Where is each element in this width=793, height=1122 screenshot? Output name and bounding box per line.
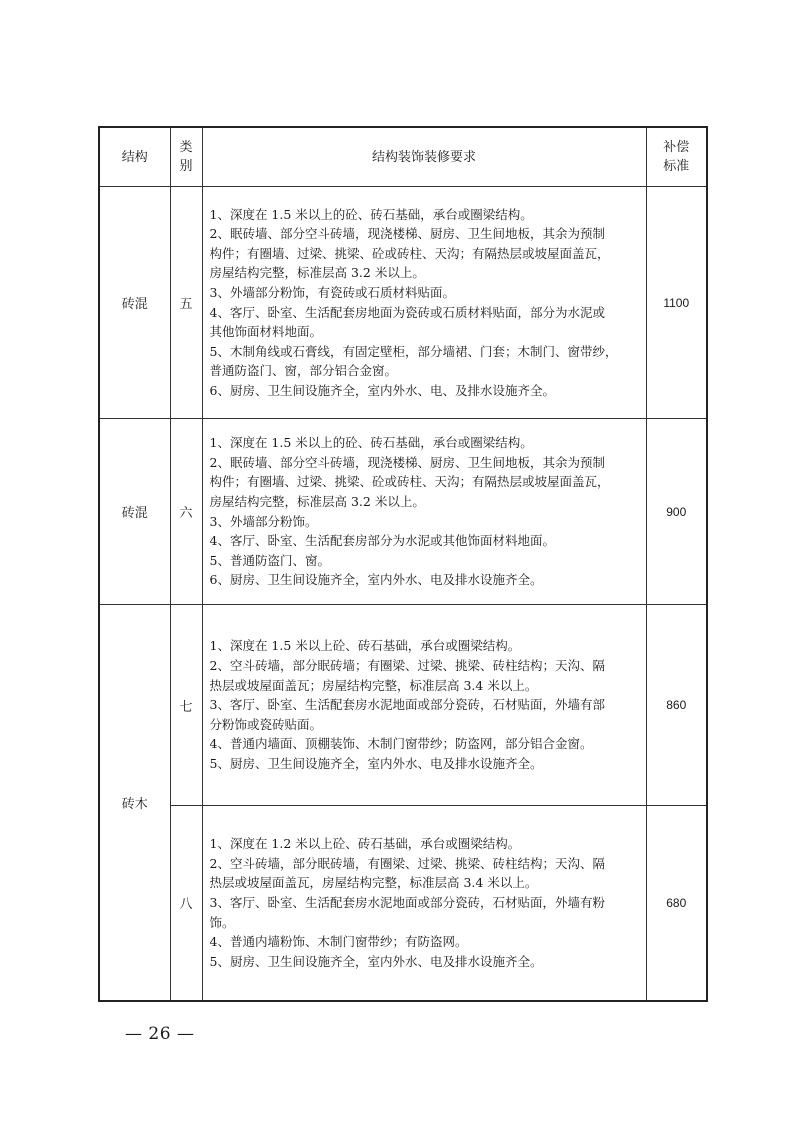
requirement-line: 1、深度在 1.5 米以上的砼、砖石基础，承台或圈梁结构。 [209, 206, 533, 222]
requirement-line: 4、普通内墙面、顶棚装饰、木制门窗带纱；防盗网，部分铝合金窗。 [209, 736, 593, 752]
requirement-line: 3、外墙部分粉饰，有瓷砖或石质材料贴面。 [209, 284, 455, 300]
requirement-line: 构件；有圈墙、过梁、挑梁、砼或砖柱、天沟；有隔热层或坡屋面盖瓦， [209, 474, 610, 490]
requirement-line: 饰。 [209, 914, 235, 930]
table-header-row [99, 127, 707, 187]
requirement-line: 6、厨房、卫生间设施齐全，室内外水、电及排水设施齐全。 [209, 572, 543, 588]
requirement-line: 4、客厅、卧室、生活配套房部分为水泥或其他饰面材料地面。 [209, 533, 555, 549]
category-cell: 五 [170, 187, 202, 419]
requirement-line: 2、空斗砖墙，部分眠砖墙；有圈梁、过梁、挑梁、砖柱结构；天沟、隔 [209, 658, 605, 674]
requirements-cell [202, 806, 646, 1001]
header-category: 类 别 [170, 127, 202, 187]
standard-cell: 1100 [646, 187, 707, 419]
requirement-line: 构件；有圈墙、过梁、挑梁、砼或砖柱、天沟；有隔热层或坡屋面盖瓦， [209, 245, 610, 261]
header-standard: 补偿 标准 [646, 127, 707, 187]
requirement-line: 3、客厅、卧室、生活配套房水泥地面或部分瓷砖，石材贴面，外墙有粉 [209, 894, 605, 910]
requirement-line: 1、深度在 1.5 米以上砼、砖石基础，承台或圈梁结构。 [209, 638, 521, 654]
table-row [99, 419, 707, 605]
requirement-line: 其他饰面材料地面。 [209, 324, 323, 340]
table-row [99, 187, 707, 419]
standard-cell: 860 [646, 605, 707, 806]
requirement-line: 5、木制角线或石膏线，有固定壁柜，部分墙裙、门套；木制门、窗带纱， [209, 343, 618, 359]
requirement-line: 5、厨房、卫生间设施齐全，室内外水、电及排水设施齐全。 [209, 953, 543, 969]
table-row [99, 806, 707, 1001]
structure-cell: 砖混 [99, 187, 170, 419]
requirements-cell [202, 419, 646, 605]
requirement-line: 房屋结构完整，标准层高 3.2 米以上。 [209, 265, 425, 281]
requirement-line: 1、深度在 1.2 米以上砼、砖石基础，承台或圈梁结构。 [209, 836, 521, 852]
table-row [99, 605, 707, 806]
requirement-line: 分粉饰或瓷砖贴面。 [209, 716, 323, 732]
requirements-cell [202, 605, 646, 806]
standard-cell: 680 [646, 806, 707, 1001]
requirement-line: 热层或坡屋面盖瓦，房屋结构完整，标准层高 3.4 米以上。 [209, 875, 538, 891]
requirement-line: 1、深度在 1.5 米以上的砼、砖石基础，承台或圈梁结构。 [209, 435, 533, 451]
requirement-line: 3、外墙部分粉饰。 [209, 513, 318, 529]
requirement-line: 热层或坡屋面盖瓦；房屋结构完整，标准层高 3.4 米以上。 [209, 677, 538, 693]
requirement-line: 5、厨房、卫生间设施齐全，室内外水、电及排水设施齐全。 [209, 755, 543, 771]
category-cell: 六 [170, 419, 202, 605]
category-cell: 八 [170, 806, 202, 1001]
requirement-line: 4、客厅、卧室、生活配套房地面为瓷砖或石质材料贴面，部分为水泥或 [209, 304, 605, 320]
page-number: — 26 — [125, 1024, 195, 1044]
standard-cell: 900 [646, 419, 707, 605]
requirements-cell [202, 187, 646, 419]
requirement-line: 6、厨房、卫生间设施齐全，室内外水、电、及排水设施齐全。 [209, 382, 555, 398]
requirement-line: 4、普通内墙粉饰、木制门窗带纱；有防盗网。 [209, 934, 468, 950]
requirement-line: 2、空斗砖墙，部分眠砖墙，有圈梁、过梁、挑梁、砖柱结构；天沟、隔 [209, 855, 605, 871]
header-structure: 结构 [99, 127, 170, 187]
compensation-standard-table [98, 126, 708, 1002]
requirement-line: 普通防盗门、窗，部分铝合金窗。 [209, 363, 398, 379]
category-cell: 七 [170, 605, 202, 806]
requirement-line: 2、眠砖墙、部分空斗砖墙，现浇楼梯、厨房、卫生间地板，其余为预制 [209, 226, 605, 242]
requirement-line: 房屋结构完整，标准层高 3.2 米以上。 [209, 493, 425, 509]
requirement-line: 3、客厅、卧室、生活配套房水泥地面或部分瓷砖，石材贴面，外墙有部 [209, 697, 605, 713]
requirement-line: 2、眠砖墙、部分空斗砖墙，现浇楼梯、厨房、卫生间地板，其余为预制 [209, 454, 605, 470]
requirement-line: 5、普通防盗门、窗。 [209, 552, 330, 568]
header-requirements: 结构装饰装修要求 [202, 127, 646, 187]
structure-cell: 砖木 [99, 605, 170, 1001]
structure-cell: 砖混 [99, 419, 170, 605]
